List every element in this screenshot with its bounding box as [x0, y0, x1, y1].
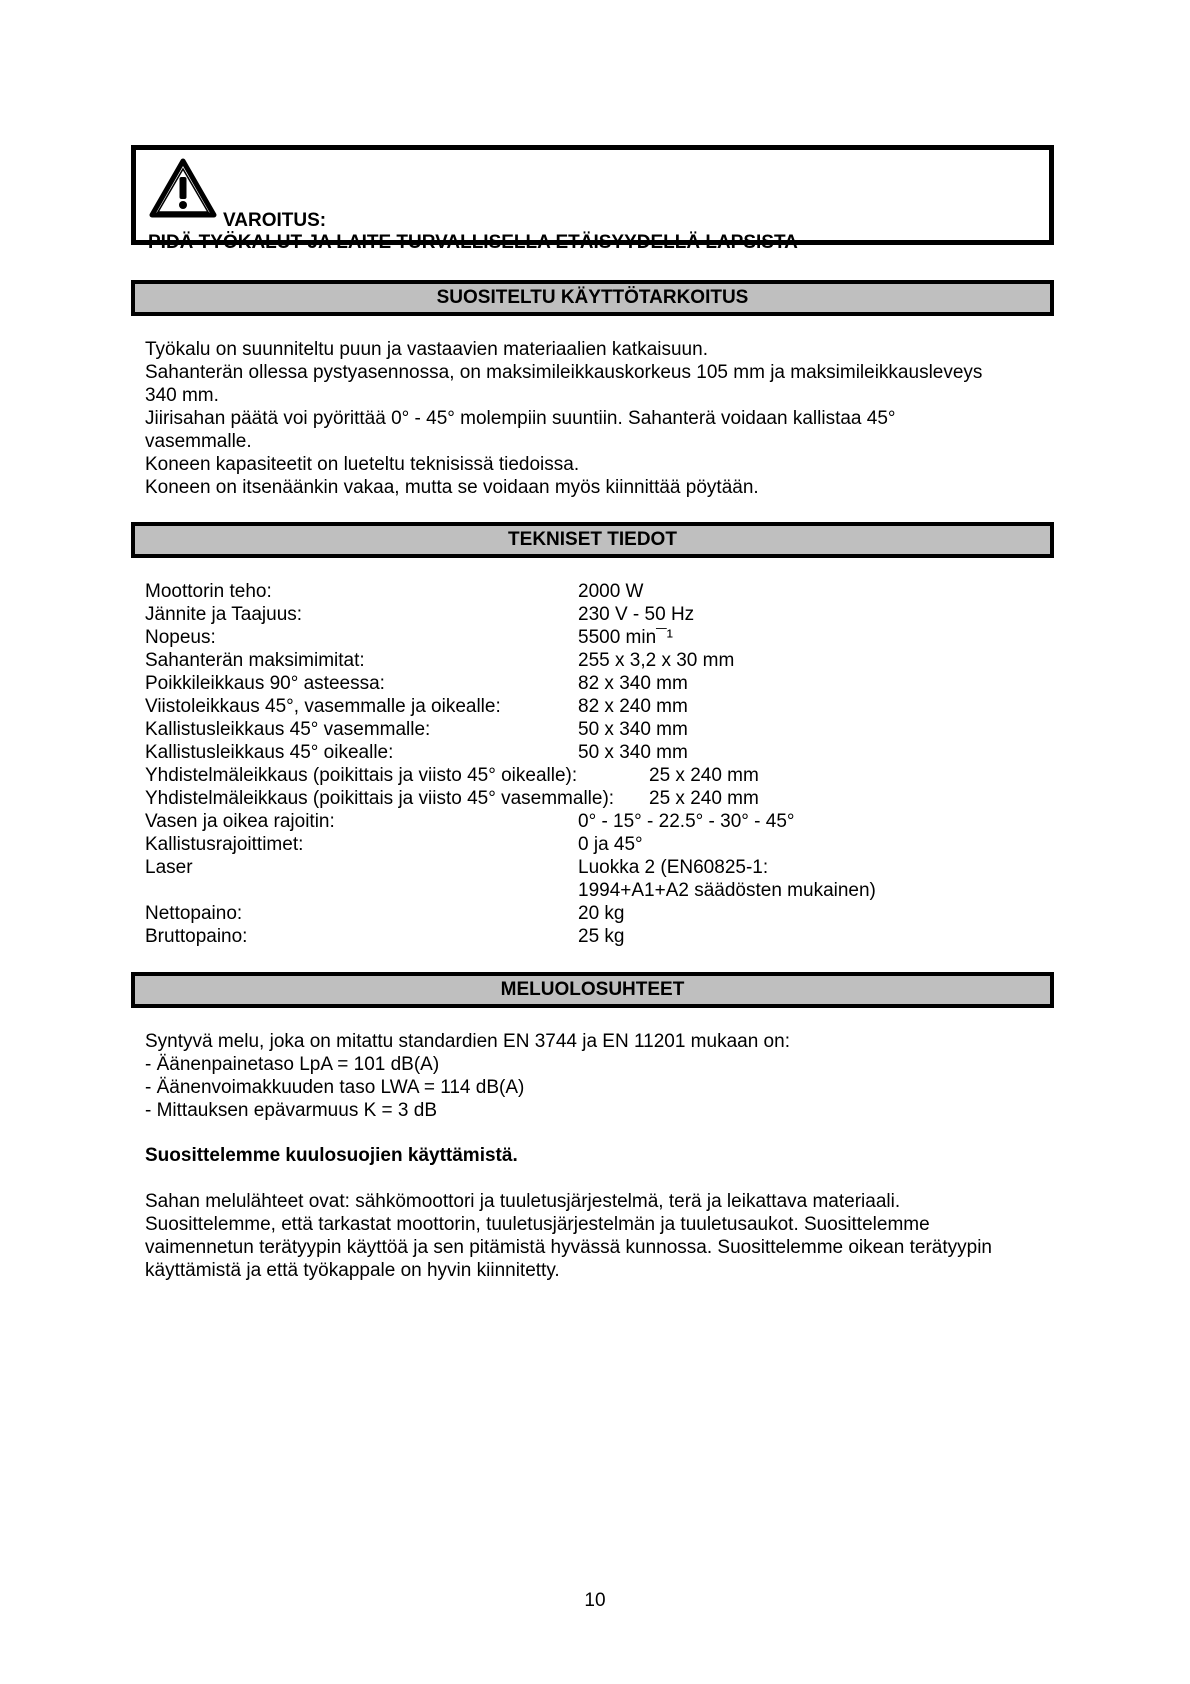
- spec-value: 25 x 240 mm: [649, 765, 759, 786]
- noise-item: - Äänenvoimakkuuden taso LWA = 114 dB(A): [145, 1077, 525, 1098]
- spec-label: Moottorin teho:: [145, 581, 272, 602]
- noise-line: Suosittelemme, että tarkastat moottorin, tuuletusjärjestelmän ja tuuletusaukot. Suosittelemme: [145, 1214, 930, 1235]
- spec-value: 230 V - 50 Hz: [578, 604, 695, 625]
- usage-paragraph: [145, 338, 1045, 499]
- warning-box: [131, 145, 1054, 253]
- spec-value: 25 kg: [578, 926, 625, 947]
- spec-label: Nettopaino:: [145, 903, 243, 924]
- noise-sources-paragraph: [145, 1190, 1045, 1282]
- noise-list: [145, 1030, 790, 1122]
- spec-value: 82 x 340 mm: [578, 673, 688, 694]
- spec-label: Vasen ja oikea rajoitin:: [145, 811, 335, 832]
- spec-label: Viistoleikkaus 45°, vasemmalle ja oikealle:: [145, 696, 501, 717]
- noise-line: vaimennetun terätyypin käyttöä ja sen pitämistä hyvässä kunnossa. Suosittelemme oikean terätyypin: [145, 1237, 993, 1258]
- noise-item: - Äänenpainetaso LpA = 101 dB(A): [145, 1054, 440, 1075]
- spec-label: Poikkileikkaus 90° asteessa:: [145, 673, 385, 694]
- spec-label: Nopeus:: [145, 627, 216, 648]
- usage-line: Jiirisahan päätä voi pyörittää 0° - 45° molempiin suuntiin. Sahanterä voidaan kallistaa 45°: [145, 408, 896, 429]
- page-number: 10: [584, 1590, 606, 1611]
- spec-value: 255 x 3,2 x 30 mm: [578, 650, 735, 671]
- hearing-protection-recommendation: Suosittelemme kuulosuojien käyttämistä.: [145, 1145, 518, 1166]
- spec-value: Luokka 2 (EN60825-1:: [578, 857, 769, 878]
- usage-line: 340 mm.: [145, 385, 219, 406]
- warning-title: VAROITUS:: [223, 210, 327, 231]
- spec-value: 0 ja 45°: [578, 834, 643, 855]
- spec-value: 50 x 340 mm: [578, 719, 688, 740]
- section-header-tech: TEKNISET TIEDOT: [131, 522, 1054, 558]
- section-header-noise: MELUOLOSUHTEET: [131, 972, 1054, 1008]
- spec-value: 0° - 15° - 22.5° - 30° - 45°: [578, 811, 795, 832]
- warning-triangle-icon: [148, 157, 218, 219]
- section-header-usage: SUOSITELTU KÄYTTÖTARKOITUS: [131, 280, 1054, 316]
- usage-line: Työkalu on suunniteltu puun ja vastaavien materiaalien katkaisuun.: [145, 339, 708, 360]
- noise-intro: Syntyvä melu, joka on mitattu standardien EN 3744 ja EN 11201 mukaan on:: [145, 1031, 790, 1052]
- warning-text: PIDÄ TYÖKALUT JA LAITE TURVALLISELLA ETÄISYYDELLÄ LAPSISTA: [148, 232, 798, 253]
- spec-label: Laser: [145, 857, 193, 878]
- spec-label: Sahanterän maksimimitat:: [145, 650, 365, 671]
- spec-label: Bruttopaino:: [145, 926, 248, 947]
- usage-line: Koneen kapasiteetit on lueteltu teknisissä tiedoissa.: [145, 454, 580, 475]
- spec-value: 5500 min¯¹: [578, 627, 673, 648]
- spec-label: Yhdistelmäleikkaus (poikittais ja viisto 45° vasemmalle):: [145, 788, 615, 809]
- spec-label: Kallistusleikkaus 45° oikealle:: [145, 742, 394, 763]
- spec-value: 50 x 340 mm: [578, 742, 688, 763]
- spec-label: Kallistusleikkaus 45° vasemmalle:: [145, 719, 431, 740]
- usage-line: Koneen on itsenäänkin vakaa, mutta se voidaan myös kiinnittää pöytään.: [145, 477, 759, 498]
- spec-value: 2000 W: [578, 581, 644, 602]
- spec-value: 1994+A1+A2 säädösten mukainen): [578, 880, 876, 901]
- noise-item: - Mittauksen epävarmuus K = 3 dB: [145, 1100, 438, 1121]
- usage-line: vasemmalle.: [145, 431, 252, 452]
- spec-value: 25 x 240 mm: [649, 788, 759, 809]
- spec-label: Kallistusrajoittimet:: [145, 834, 304, 855]
- spec-value: 20 kg: [578, 903, 625, 924]
- noise-line: käyttämistä ja että työkappale on hyvin kiinnitetty.: [145, 1260, 560, 1281]
- spec-label: Yhdistelmäleikkaus (poikittais ja viisto 45° oikealle):: [145, 765, 578, 786]
- spec-value: 82 x 240 mm: [578, 696, 688, 717]
- spec-label: Jännite ja Taajuus:: [145, 604, 303, 625]
- usage-line: Sahanterän ollessa pystyasennossa, on maksimileikkauskorkeus 105 mm ja maksimileikkausleveys: [145, 362, 983, 383]
- noise-line: Sahan melulähteet ovat: sähkömoottori ja tuuletusjärjestelmä, terä ja leikattava materiaali.: [145, 1191, 901, 1212]
